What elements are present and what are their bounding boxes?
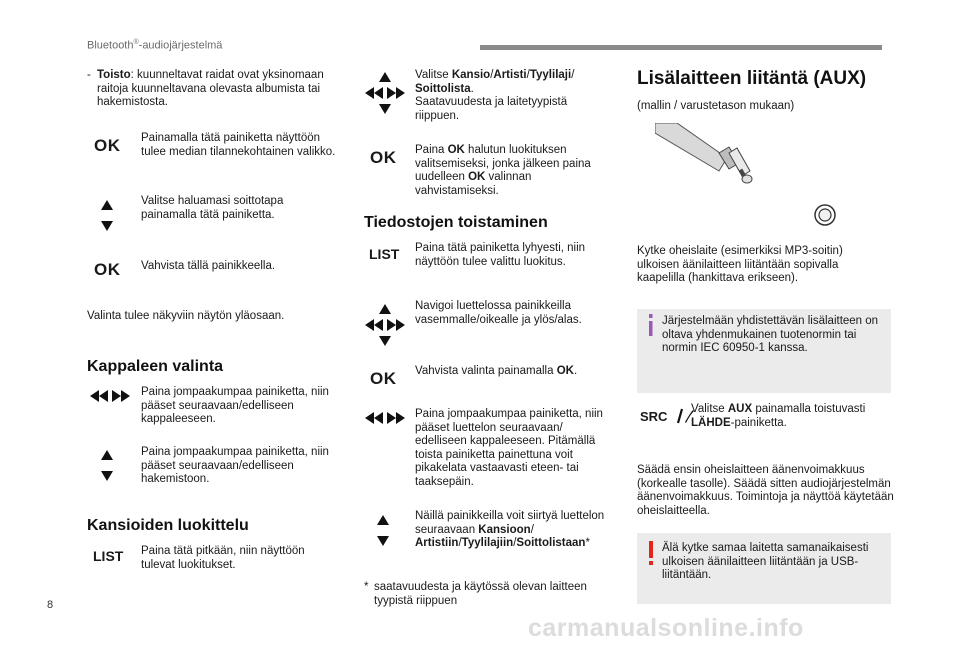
category-select-text: Valitse Kansio/Artisti/Tyylilaji/ Soittolista. Saatavuudesta ja laitetyypistä riippuen.: [415, 69, 575, 122]
info-box: [637, 309, 891, 393]
ok-button-icon: OK: [94, 260, 121, 279]
src-button-icon: SRC: [640, 408, 695, 424]
ok-button-icon: OK: [370, 148, 397, 167]
warning-box: [637, 533, 891, 604]
connect-device-text: Kytke oheislaite (esimerkiksi MP3-soitin) ulkoisen äänilaitteen liitäntään sopivalla kaapelilla (hankittava erikseen).: [637, 245, 843, 285]
page-number: 8: [47, 599, 54, 611]
warning-icon: [643, 539, 659, 567]
updown-play-mode-text: Valitse haluamasi soittotapa painamalla tätä painiketta.: [141, 195, 284, 221]
navigate-list-text: Navigoi luettelossa painikkeilla vasemmalle/oikealle ja ylös/alas.: [415, 300, 582, 326]
four-way-arrows-icon: [364, 303, 406, 347]
confirm-selection-text: Vahvista valinta painamalla OK.: [415, 365, 578, 377]
four-way-arrows-icon: [364, 71, 406, 115]
footnote: * saatavuudesta ja käytössä olevan laitteen tyypistä riippuen: [364, 581, 587, 607]
watermark: carmanualsonline.info: [528, 614, 804, 642]
warning-text: Älä kytke samaa laitetta samanaikaisesti ulkoisen äänilaitteen liitäntään ja USB-liitäntään.: [662, 542, 869, 582]
ok-category-text: Paina OK halutun luokituksen valitsemiseksi, jonka jälkeen paina uudelleen OK valinnan vahvistamiseksi.: [415, 144, 591, 197]
section-title-files: Tiedostojen toistaminen: [364, 214, 548, 231]
section-title-track: Kappaleen valinta: [87, 358, 224, 375]
ok-button-icon: OK: [94, 136, 121, 155]
left-right-arrows-icon: [364, 411, 406, 425]
running-header: Bluetooth®-audiojärjestelmä: [87, 39, 223, 52]
ud-folder-text: Näillä painikkeilla voit siirtyä luettelon seuraavaan Kansioon/ Artistiin/Tyylilajiin/Soittolistaan*: [415, 510, 605, 550]
list-button-icon: LIST: [93, 548, 124, 564]
list-button-icon: LIST: [369, 246, 400, 262]
up-down-arrows-icon: [375, 514, 391, 548]
lr-track-text: Paina jompaakumpaa painiketta, niin pääset luettelon seuraavaan/ edelliseen kappaleeseen. Pitämällä toista painiketta painettuna voit pikakelata vastaavasti eteen- tai taaksepäin.: [415, 408, 603, 488]
track-lr-text: Paina jompaakumpaa painiketta, niin pääset seuraavaan/edelliseen kappaleeseen.: [141, 386, 329, 426]
src-aux-text: Valitse AUX painamalla toistuvasti LÄHDE-painiketta.: [691, 403, 866, 429]
left-right-arrows-icon: [89, 389, 131, 403]
aux-jack-illustration: [655, 123, 855, 238]
list-short-text: Paina tätä painiketta lyhyesti, niin näyttöön tulee valittu luokitus.: [415, 242, 586, 268]
toisto-paragraph: - Toisto: kuunneltavat raidat ovat yksinomaan raitoja kuunneltavana olevasta albumista tai hakemistosta.: [87, 69, 324, 109]
up-down-arrows-icon: [99, 449, 115, 483]
folder-list-text: Paina tätä pitkään, niin näyttöön tulevat luokitukset.: [141, 545, 305, 571]
section-title-aux: Lisälaitteen liitäntä (AUX): [637, 68, 867, 89]
info-icon: [643, 312, 659, 338]
track-ud-text: Paina jompaakumpaa painiketta, niin pääset seuraavaan/edelliseen hakemistoon.: [141, 446, 329, 486]
selection-note: Valinta tulee näkyviin näytön yläosaan.: [87, 310, 285, 322]
volume-text: Säädä ensin oheislaitteen äänenvoimakkuus (korkealle tasolle). Säädä sitten audiojärjestelmän äänenvoimakkuus. Toimintoja ja näyttöä käytetään oheislaitteella.: [637, 464, 894, 517]
header-rule: [480, 45, 882, 50]
ok-button-icon: OK: [370, 369, 397, 388]
info-text: Järjestelmään yhdistettävän lisälaitteen on oltava yhdenmukainen tuotenormin tai normin IEC 60950-1 kanssa.: [662, 315, 879, 355]
up-down-arrows-icon: [99, 199, 115, 233]
aux-subtitle: (mallin / varustetason mukaan): [637, 100, 795, 112]
section-title-folder: Kansioiden luokittelu: [87, 517, 249, 534]
ok-confirm-text: Vahvista tällä painikkeella.: [141, 260, 276, 272]
ok-menu-text: Painamalla tätä painiketta näyttöön tulee median tilannekohtainen valikko.: [141, 132, 336, 158]
